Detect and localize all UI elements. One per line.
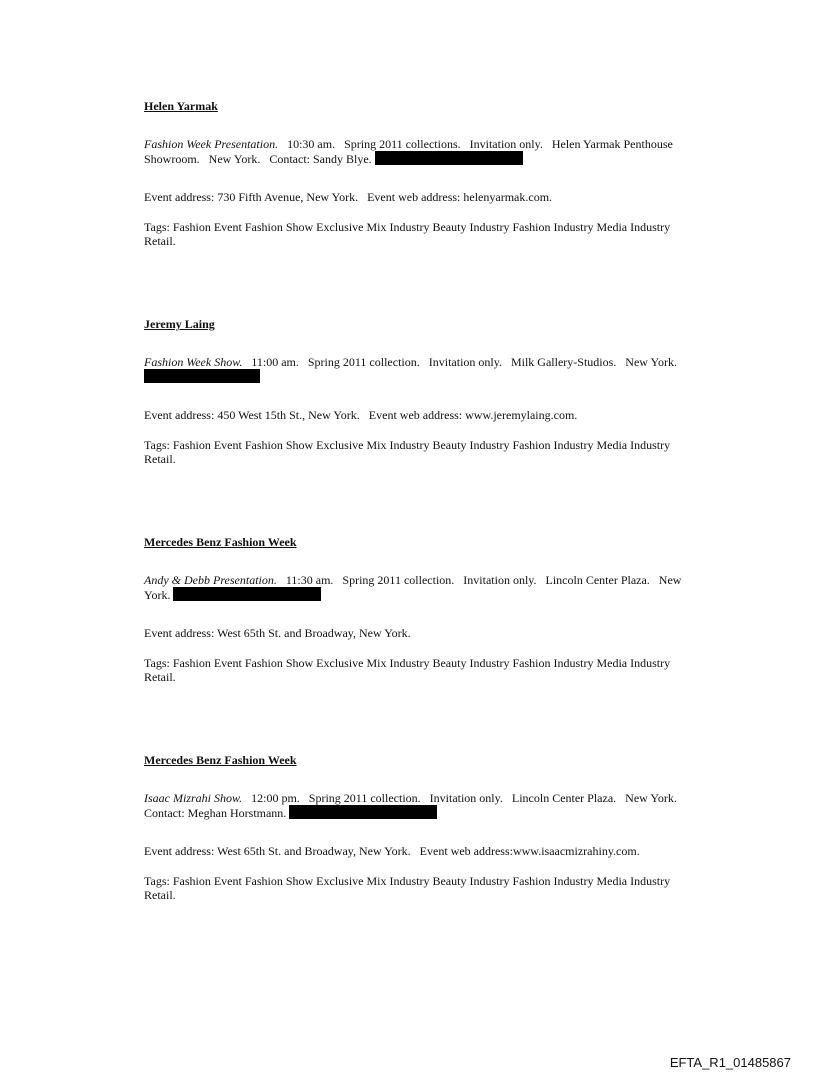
redaction-box	[144, 369, 260, 383]
event-description	[144, 355, 704, 384]
event-tags: Tags: Fashion Event Fashion Show Exclusive Mix Industry Beauty Industry Fashion Industry Media Industry Retail.	[144, 656, 671, 684]
event-tags: Tags: Fashion Event Fashion Show Exclusive Mix Industry Beauty Industry Fashion Industry Media Industry Retail.	[144, 220, 671, 248]
event-entry	[144, 317, 704, 466]
event-description	[144, 137, 704, 166]
event-type: Isaac Mizrahi Show.	[144, 791, 243, 805]
event-description	[144, 791, 704, 820]
event-title: Jeremy Laing	[144, 317, 215, 331]
event-address: Event address: 730 Fifth Avenue, New York. Event web address: helenyarmak.com.	[144, 190, 553, 204]
event-tags: Tags: Fashion Event Fashion Show Exclusive Mix Industry Beauty Industry Fashion Industry Media Industry Retail.	[144, 874, 671, 902]
event-address: Event address: 450 West 15th St., New York. Event web address: www.jeremylaing.com.	[144, 408, 578, 422]
event-details: 10:30 am. Spring 2011 collections. Invitation only. Helen Yarmak Penthouse Showroom. New York. Contact: Sandy Blye.	[144, 137, 676, 166]
redaction-box	[289, 805, 437, 819]
event-type: Andy & Debb Presentation.	[144, 573, 277, 587]
event-type: Fashion Week Presentation.	[144, 137, 279, 151]
event-details: 12:00 pm. Spring 2011 collection. Invitation only. Lincoln Center Plaza. New York. Contact: Meghan Horstmann.	[144, 791, 686, 820]
event-entry	[144, 535, 704, 684]
redaction-box	[173, 587, 321, 601]
event-address: Event address: West 65th St. and Broadway, New York.	[144, 626, 411, 640]
event-details: 11:30 am. Spring 2011 collection. Invitation only. Lincoln Center Plaza. New York.	[144, 573, 685, 602]
event-description	[144, 573, 704, 602]
event-type: Fashion Week Show.	[144, 355, 243, 369]
event-entry	[144, 99, 704, 248]
event-title: Helen Yarmak	[144, 99, 218, 113]
event-details: 11:00 am. Spring 2011 collection. Invitation only. Milk Gallery-Studios. New York.	[242, 355, 677, 369]
event-address: Event address: West 65th St. and Broadway, New York. Event web address:www.isaacmizrahiny.com.	[144, 844, 640, 858]
event-tags: Tags: Fashion Event Fashion Show Exclusive Mix Industry Beauty Industry Fashion Industry Media Industry Retail.	[144, 438, 671, 466]
event-title: Mercedes Benz Fashion Week	[144, 753, 297, 767]
document-id: EFTA_R1_01485867	[669, 1055, 791, 1070]
event-entry	[144, 753, 704, 902]
event-title: Mercedes Benz Fashion Week	[144, 535, 297, 549]
redaction-box	[375, 151, 523, 165]
